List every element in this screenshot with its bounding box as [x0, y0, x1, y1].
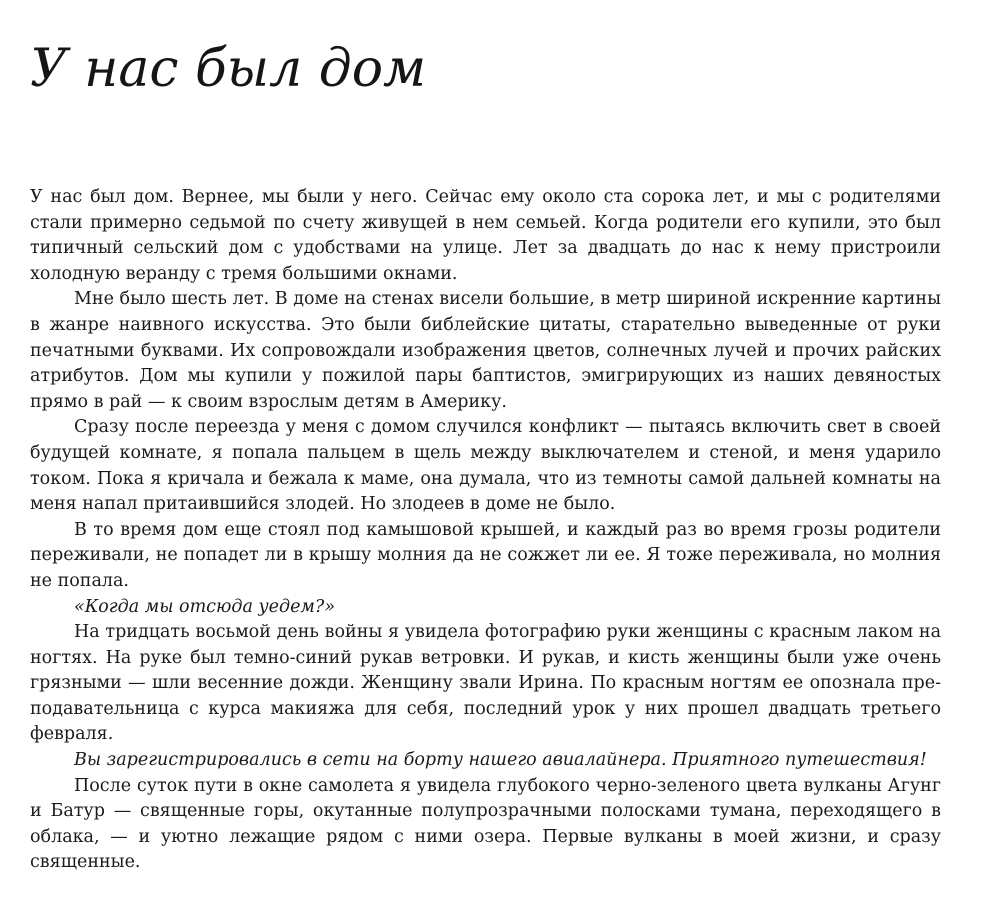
- paragraph: В то время дом еще стоял под камышовой крышей, и каждый раз во время грозы родители переживали, не попадет ли в крышу молния да не сожжет ли ее. Я тоже переживала, но молния не попала.: [30, 519, 941, 591]
- body-text: [30, 185, 941, 876]
- italic-quote: «Когда мы отсюда уедем?»: [74, 596, 336, 617]
- paragraph: После суток пути в окне самолета я увидела глубокого черно-зеленого цвета вулканы Агунг и Батур — священные горы, окутанные полупрозрачными полосками тумана, переходящего в облака, — и уютно лежащие рядом с ними озера. Первые вулканы в моей жизни, и сразу священные.: [30, 775, 941, 873]
- italic-message: Вы зарегистрировались в сети на борту нашего авиалайнера. Приятного путешествия!: [74, 750, 927, 771]
- paragraph: У нас был дом. Вернее, мы были у него. Сейчас ему около ста сорока лет, и мы с родителями стали примерно седьмой по счету живущей в нем семьей. Когда родители его купили, это был типичный сельский дом с удобствами на улице. Лет за двадцать до нас к нему пристроили холодную веранду с тремя большими окнами.: [30, 187, 941, 284]
- paragraph: На тридцать восьмой день войны я увидела фотографию руки женщины с красным лаком на ногтях. На руке был темно-синий рукав ветровки. И рукав, и кисть женщины были уже очень грязными — шли весенние дожди. Женщину звали Ирина. По красным ногтям ее опознала преподавательница с курса макияжа для себя, последний урок у них прошел двадцать третьего февраля.: [30, 622, 941, 745]
- page-title: У нас был дом: [30, 39, 427, 99]
- paragraph: Мне было шесть лет. В доме на стенах висели большие, в метр шириной искренние картины в жанре наивного искусства. Это были библейские цитаты, старательно выведенные от руки печатными буквами. Их сопровождали изображения цветов, солнечных лучей и прочих райских атрибутов. Дом мы купили у пожилой пары баптистов, эмигрирующих из наших девяностых прямо в рай — к своим взрослым детям в Америку.: [30, 289, 941, 412]
- paragraph: Сразу после переезда у меня с домом случился конфликт — пытаясь включить свет в своей будущей комнате, я попала пальцем в щель между выключателем и стеной, и меня ударило током. Пока я кричала и бежала к маме, она думала, что из темноты самой дальней комнаты на меня напал притаившийся злодей. Но злодеев в доме не было.: [30, 417, 941, 515]
